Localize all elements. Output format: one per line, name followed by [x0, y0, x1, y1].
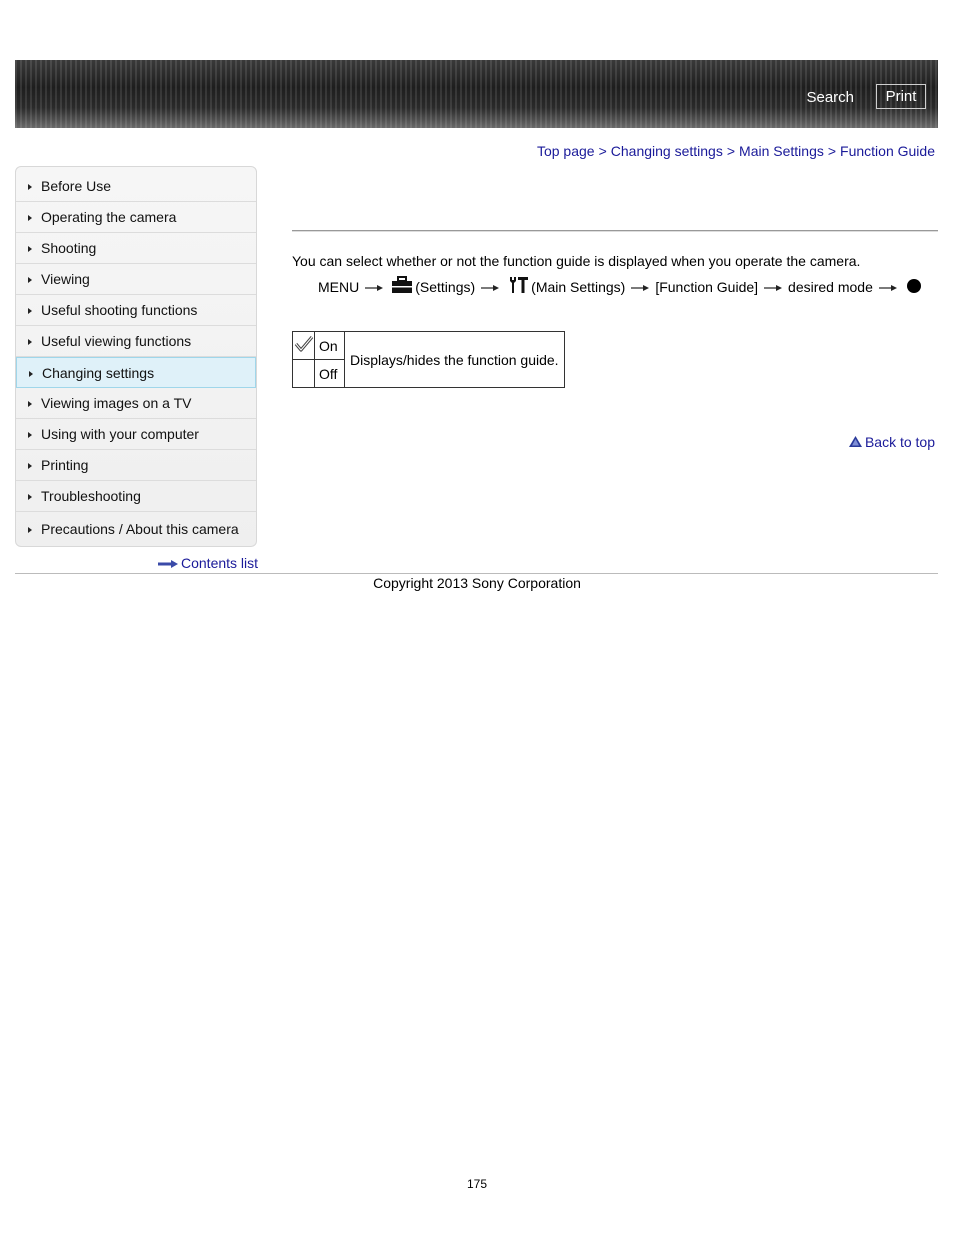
- sidebar-item-label: Useful viewing functions: [41, 333, 192, 349]
- breadcrumb-main-settings[interactable]: Main Settings: [739, 143, 824, 159]
- triangle-right-icon: [28, 308, 32, 314]
- triangle-right-icon: [28, 401, 32, 407]
- breadcrumb-separator: >: [598, 143, 607, 159]
- triangle-right-icon: [28, 277, 32, 283]
- search-link[interactable]: Search: [806, 89, 854, 106]
- triangle-right-icon: [28, 246, 32, 252]
- empty-check-cell: [293, 360, 315, 388]
- sidebar-item-label: Useful shooting functions: [41, 302, 198, 318]
- breadcrumb: [537, 143, 935, 159]
- breadcrumb-top-page[interactable]: Top page: [536, 143, 595, 159]
- contents-list-label: Contents list: [181, 555, 259, 571]
- triangle-up-icon: [849, 434, 862, 450]
- sidebar-item-operating-the-camera[interactable]: [16, 202, 256, 233]
- title-divider: [292, 230, 938, 232]
- breadcrumb-changing-settings[interactable]: Changing settings: [610, 143, 723, 159]
- page-description: You can select whether or not the function guide is displayed when you operate the camera.: [292, 253, 861, 269]
- sidebar-item-before-use[interactable]: [16, 171, 256, 202]
- contents-list-link[interactable]: [158, 555, 258, 571]
- triangle-right-icon: [28, 527, 32, 533]
- menu-path-desired-mode: desired mode: [788, 278, 873, 295]
- sidebar-item-changing-settings[interactable]: [16, 357, 256, 388]
- option-description: Displays/hides the function guide.: [345, 332, 565, 388]
- back-to-top-link[interactable]: [849, 434, 935, 450]
- arrow-right-icon: [481, 279, 499, 295]
- breadcrumb-function-guide[interactable]: Function Guide: [840, 143, 935, 159]
- copyright-text: Copyright 2013 Sony Corporation: [373, 575, 581, 591]
- sidebar-item-label: Precautions / About this camera: [41, 521, 239, 537]
- menu-path-settings: (Settings): [415, 278, 476, 295]
- default-check-cell: [293, 332, 315, 360]
- sidebar-item-precautions[interactable]: [16, 512, 256, 546]
- page-number: 175: [466, 1177, 488, 1191]
- options-table: [292, 331, 565, 388]
- sidebar-item-useful-viewing-functions[interactable]: [16, 326, 256, 357]
- sidebar-item-viewing[interactable]: [16, 264, 256, 295]
- triangle-right-icon: [28, 432, 32, 438]
- triangle-right-icon: [28, 339, 32, 345]
- sidebar-item-label: Troubleshooting: [41, 488, 141, 504]
- arrow-right-icon: [879, 279, 897, 295]
- checkmark-icon: [294, 340, 314, 356]
- toolbox-settings-icon: [391, 276, 413, 297]
- arrow-right-icon: [365, 279, 383, 295]
- sidebar-item-label: Printing: [41, 457, 89, 473]
- menu-path-menu: MENU: [318, 278, 360, 295]
- sidebar-item-label: Before Use: [41, 178, 112, 194]
- sidebar-item-using-with-your-computer[interactable]: [16, 419, 256, 450]
- sidebar-item-shooting[interactable]: [16, 233, 256, 264]
- sidebar-item-viewing-images-on-a-tv[interactable]: [16, 388, 256, 419]
- breadcrumb-separator: >: [726, 143, 736, 159]
- table-row: [293, 332, 565, 360]
- option-off-label: Off: [315, 360, 345, 388]
- sidebar-item-useful-shooting-functions[interactable]: [16, 295, 256, 326]
- sidebar-item-label: Using with your computer: [41, 426, 199, 442]
- sidebar-item-label: Operating the camera: [41, 209, 177, 225]
- triangle-right-icon: [28, 494, 32, 500]
- print-button[interactable]: Print: [876, 84, 926, 109]
- sidebar-nav: [15, 166, 257, 547]
- header-bar: [15, 60, 938, 128]
- option-on-label: On: [315, 332, 345, 360]
- arrow-right-icon: [764, 279, 782, 295]
- triangle-right-icon: [28, 184, 32, 190]
- wrench-main-settings-icon: [507, 276, 529, 297]
- arrow-right-icon: [158, 555, 178, 571]
- sidebar-item-printing[interactable]: [16, 450, 256, 481]
- sidebar-item-label: Viewing images on a TV: [41, 395, 192, 411]
- triangle-right-icon: [28, 215, 32, 221]
- menu-path-main-settings: (Main Settings): [531, 278, 626, 295]
- sidebar-item-label: Changing settings: [42, 364, 155, 381]
- menu-path-function-guide: [Function Guide]: [655, 278, 759, 295]
- arrow-right-icon: [631, 279, 649, 295]
- sidebar-item-troubleshooting[interactable]: [16, 481, 256, 512]
- breadcrumb-separator: >: [827, 143, 837, 159]
- back-to-top-label: Back to top: [864, 434, 935, 450]
- sidebar-item-label: Viewing: [41, 271, 90, 287]
- menu-path: [318, 276, 925, 297]
- footer-divider: [15, 573, 938, 574]
- center-button-icon: [905, 276, 923, 297]
- triangle-right-icon: [28, 463, 32, 469]
- sidebar-item-label: Shooting: [41, 240, 97, 256]
- triangle-right-icon: [29, 371, 33, 377]
